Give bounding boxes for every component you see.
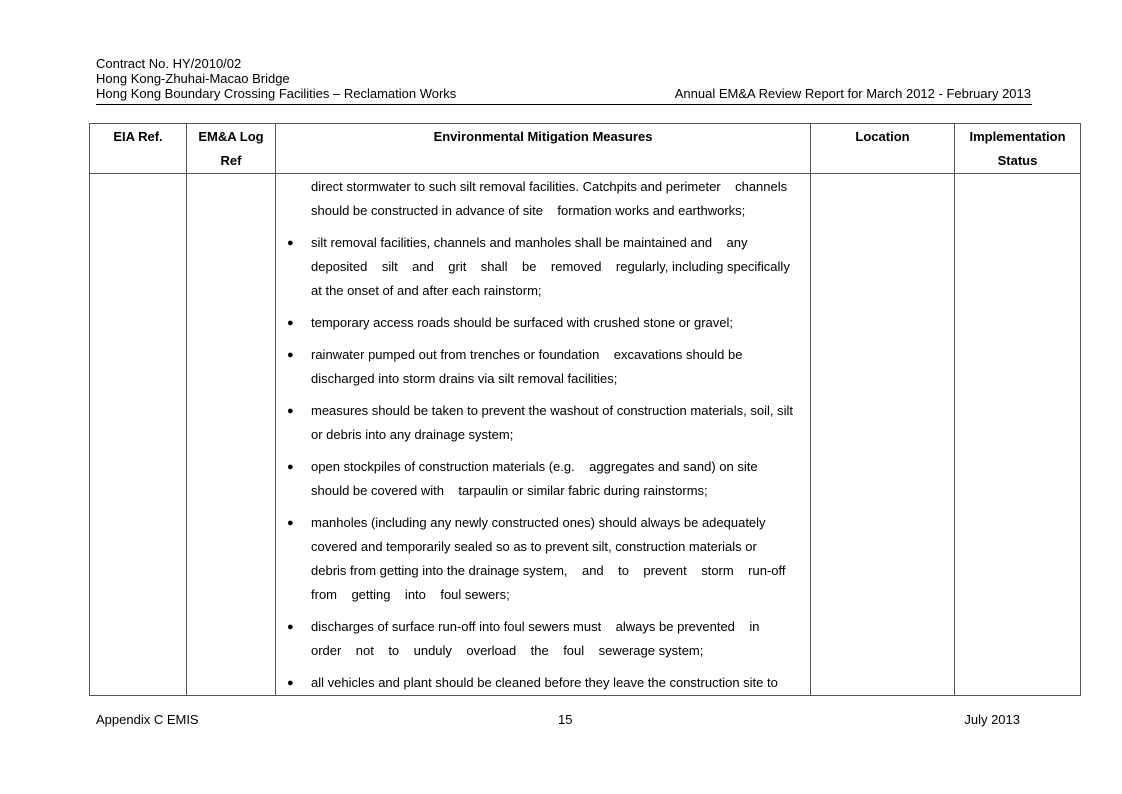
list-item-line: covered and temporarily sealed so as to prevent silt, construction materials or [311,539,757,554]
project-name: Hong Kong-Zhuhai-Macao Bridge [96,71,290,86]
list-item-line: manholes (including any newly constructed ones) should always be adequately [311,515,766,530]
col-ema-log-line1: EM&A Log [198,129,264,144]
header-divider [96,104,1032,105]
footer-date: July 2013 [964,712,1020,727]
bullet-icon: ● [287,517,294,529]
list-item [276,343,810,391]
list-item-line: measures should be taken to prevent the washout of construction materials, soil, silt [311,403,793,418]
col-impl-line2: Status [997,153,1038,168]
mitigation-table [89,123,1081,696]
footer-appendix: Appendix C EMIS [96,712,199,727]
cell-measures [276,174,811,696]
bullet-icon: ● [287,461,294,473]
bullet-icon: ● [287,677,294,689]
list-item-line: silt removal facilities, channels and manholes shall be maintained and any [311,235,748,250]
cell-eia-ref [90,174,187,696]
list-item [276,671,810,695]
list-item-line: temporary access roads should be surfaced with crushed stone or gravel; [311,315,733,330]
measures-list [276,231,810,695]
bullet-icon: ● [287,621,294,633]
list-item-line: discharges of surface run-off into foul sewers must always be prevented in [311,619,760,634]
measures-text [276,174,810,695]
col-ema-log-ref [187,124,276,174]
bullet-icon: ● [287,405,294,417]
works-name: Hong Kong Boundary Crossing Facilities – Reclamation Works [96,86,457,101]
list-item [276,511,810,607]
cell-location [811,174,955,696]
list-item [276,399,810,447]
cell-ema-log-ref [187,174,276,696]
col-implementation-status [955,124,1081,174]
bullet-icon: ● [287,317,294,329]
header-row [96,86,1031,101]
col-location: Location [811,124,955,174]
continuation-line: should be constructed in advance of site formation works and earthworks; [311,203,746,218]
list-item-line: order not to unduly overload the foul sewerage system; [311,643,704,658]
continuation-text [276,174,810,223]
list-item-line: or debris into any drainage system; [311,427,514,442]
col-ema-log-line2: Ref [220,153,242,168]
list-item-line: deposited silt and grit shall be removed regularly, including specifically [311,259,790,274]
list-item-line: from getting into foul sewers; [311,587,510,602]
col-impl-line1: Implementation [969,129,1066,144]
list-item-line: all vehicles and plant should be cleaned before they leave the construction site to [311,675,778,690]
page-header [96,56,1031,101]
bullet-icon: ● [287,349,294,361]
list-item-line: open stockpiles of construction materials (e.g. aggregates and sand) on site [311,459,758,474]
list-item-line: debris from getting into the drainage system, and to prevent storm run-off [311,563,786,578]
list-item [276,311,810,335]
list-item [276,455,810,503]
col-measures: Environmental Mitigation Measures [276,124,811,174]
table-header-row [90,124,1081,174]
page-number: 15 [558,712,573,727]
report-title: Annual EM&A Review Report for March 2012 - February 2013 [674,86,1031,101]
list-item [276,231,810,303]
list-item-line: discharged into storm drains via silt removal facilities; [311,371,618,386]
continuation-line: direct stormwater to such silt removal facilities. Catchpits and perimeter channels [311,179,788,194]
table-row [90,174,1081,696]
bullet-icon: ● [287,237,294,249]
list-item-line: rainwater pumped out from trenches or foundation excavations should be [311,347,743,362]
list-item-line: at the onset of and after each rainstorm; [311,283,542,298]
col-eia-ref: EIA Ref. [90,124,187,174]
page-footer [96,712,1020,727]
list-item [276,615,810,663]
cell-implementation-status [955,174,1081,696]
contract-number: Contract No. HY/2010/02 [96,56,242,71]
list-item-line: should be covered with tarpaulin or similar fabric during rainstorms; [311,483,708,498]
